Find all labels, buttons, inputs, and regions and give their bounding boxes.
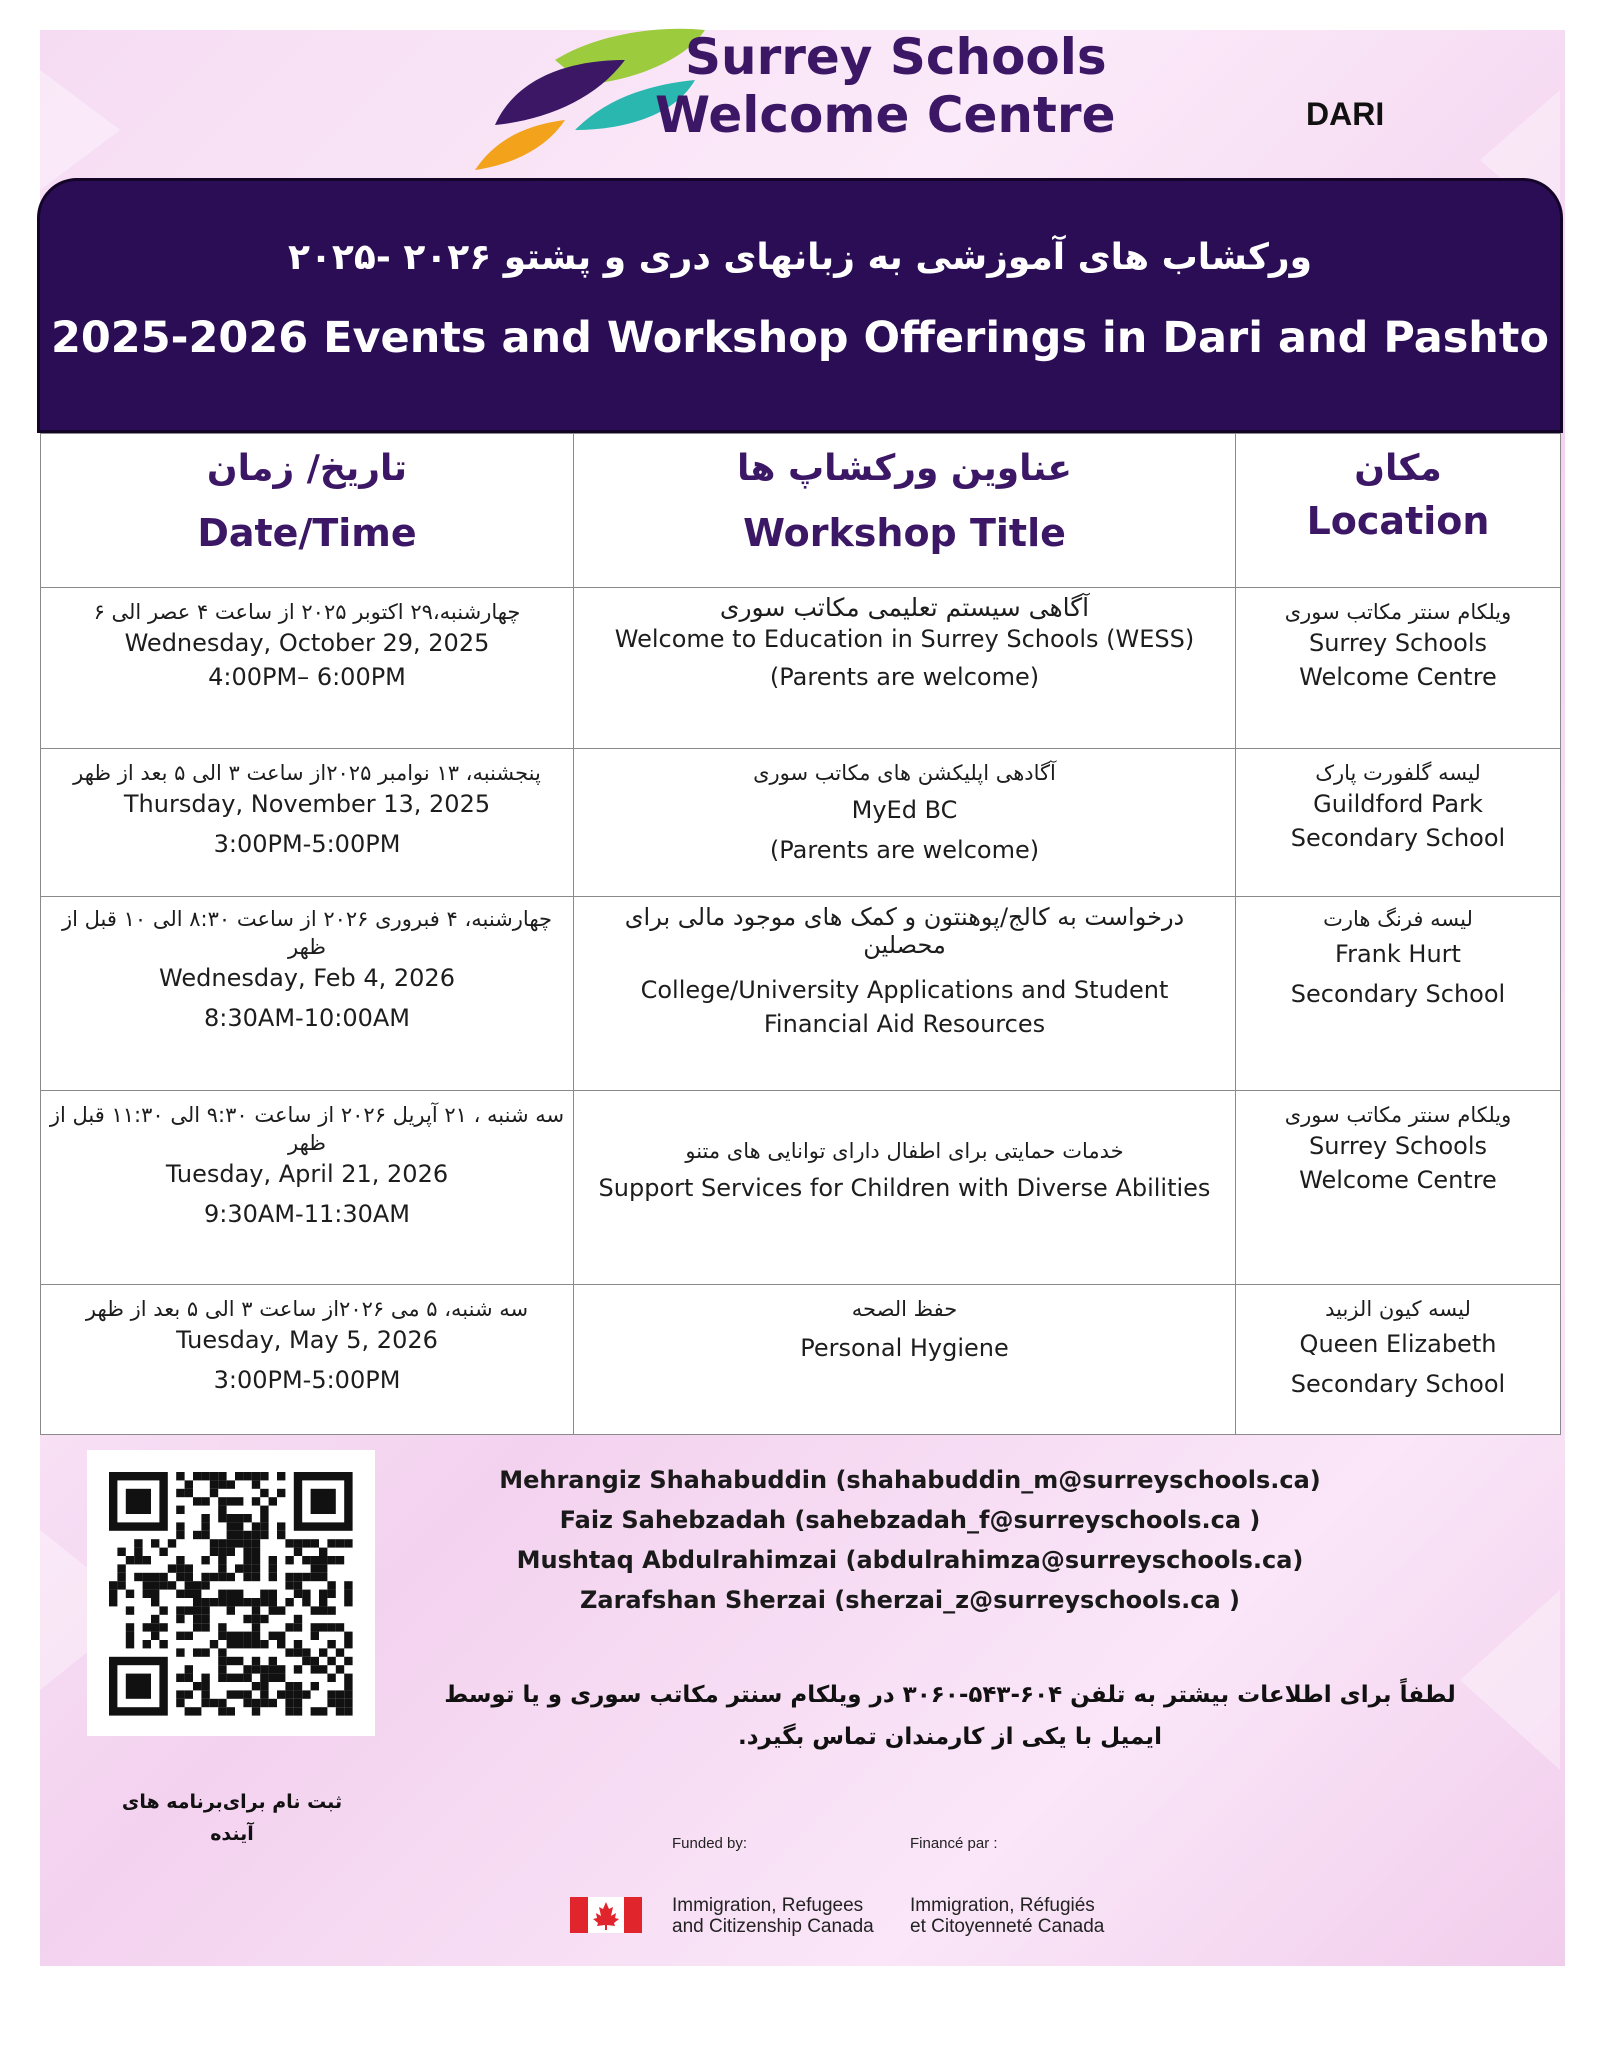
agency-english: Immigration, Refugees and Citizenship Canada xyxy=(672,1895,874,1937)
table-row xyxy=(41,1091,1561,1285)
cell-workshop-title: آگادهی اپلیکشن های مکاتب سوری MyEd BC (Parents are welcome) xyxy=(574,749,1236,897)
decor-triangle xyxy=(1460,1590,1560,1770)
title-dari: ورکشاب های آموزشی به زبانهای دری و پشتو ۲۰۲۶ -۲۰۲۵ xyxy=(287,237,1312,278)
cell-date-time: چهارشنبه،۲۹ اکتوبر ۲۰۲۵ از ساعت ۴ عصر الی ۶ Wednesday, October 29, 2025 4:00PM– 6:00PM xyxy=(41,588,574,749)
cell-location: ویلکام سنتر مکاتب سوری Surrey Schools Welcome Centre xyxy=(1236,588,1561,749)
org-name xyxy=(655,28,1116,144)
finance-par-label: Financé par : xyxy=(910,1835,998,1852)
table-row xyxy=(41,749,1561,897)
qr-code-icon xyxy=(87,1450,375,1736)
cell-date-time: پنجشنبه، ۱۳ نوامبر ۲۰۲۵از ساعت ۳ الی ۵ بعد از ظهر Thursday, November 13, 2025 3:00PM-5:00PM xyxy=(41,749,574,897)
cell-location: ویلکام سنتر مکاتب سوری Surrey Schools Welcome Centre xyxy=(1236,1091,1561,1285)
contact-info-dari: لطفاً برای اطلاعات بیشتر به تلفن ۶۰۴-۵۴۳-۳۰۶۰ در ویلکام سنتر مکاتب سوری و یا توسط ایمیل با یکی از کارمندان تماس بگیرد. xyxy=(444,1682,1456,1750)
org-name-line1: Surrey Schools xyxy=(685,28,1107,86)
contact-item: Mehrangiz Shahabuddin (shahabuddin_m@surreyschools.ca) xyxy=(499,1466,1321,1494)
agency-french: Immigration, Réfugiés et Citoyenneté Canada xyxy=(910,1895,1105,1937)
cell-date-time: سه شنبه، ۵ می ۲۰۲۶از ساعت ۳ الی ۵ بعد از ظهر Tuesday, May 5, 2026 3:00PM-5:00PM xyxy=(41,1285,574,1435)
cell-location: لیسه فرنگ هارت Frank Hurt Secondary School xyxy=(1236,897,1561,1091)
registration-label: ثبت نام برای‌برنامه های آینده xyxy=(121,1791,343,1845)
workshop-schedule-table xyxy=(40,433,1561,1435)
cell-workshop-title: درخواست به کالج/پوهنتون و کمک های موجود مالی برای محصلین College/University Applications and Student Financial Aid Resources xyxy=(574,897,1236,1091)
header-date-time: تاریخ/ زمان Date/Time xyxy=(41,434,574,588)
cell-date-time: سه شنبه ، ۲۱ آپریل ۲۰۲۶ از ساعت ۹:۳۰ الی ۱۱:۳۰ قبل از ظهر Tuesday, April 21, 2026 9:30AM-11:30AM xyxy=(41,1091,574,1285)
contact-item: Faiz Sahebzadah (sahebzadah_f@surreyschools.ca ) xyxy=(559,1506,1261,1534)
cell-date-time: چهارشنبه، ۴ فبروری ۲۰۲۶ از ساعت ۸:۳۰ الی ۱۰ قبل از ظهر Wednesday, Feb 4, 2026 8:30AM-10:00AM xyxy=(41,897,574,1091)
table-row xyxy=(41,897,1561,1091)
table-row xyxy=(41,588,1561,749)
table-header-row xyxy=(41,434,1561,588)
registration-qr-code[interactable] xyxy=(87,1450,375,1736)
cell-workshop-title: آگاهی سیستم تعلیمی مکاتب سوری Welcome to Education in Surrey Schools (WESS) (Parents are welcome) xyxy=(574,588,1236,749)
cell-workshop-title: حفظ الصحه Personal Hygiene xyxy=(574,1285,1236,1435)
contact-list xyxy=(470,1460,1350,1620)
table-row xyxy=(41,1285,1561,1435)
title-english: 2025-2026 Events and Workshop Offerings in Dari and Pashto xyxy=(50,313,1550,363)
decor-triangle xyxy=(40,70,120,190)
cell-location: لیسه گلفورت پارک Guildford Park Secondary School xyxy=(1236,749,1561,897)
canada-flag-icon xyxy=(570,1897,642,1933)
cell-location: لیسه کیون الزبید Queen Elizabeth Secondary School xyxy=(1236,1285,1561,1435)
language-label: DARI xyxy=(1306,96,1385,132)
cell-workshop-title: خدمات حمایتی برای اطفال دارای توانایی های متنو Support Services for Children with Diverse Abilities xyxy=(574,1091,1236,1285)
org-name-line2: Welcome Centre xyxy=(655,86,1116,144)
header-workshop-title: عناوین ورکشاپ ها Workshop Title xyxy=(574,434,1236,588)
contact-item: Zarafshan Sherzai (sherzai_z@surreyschools.ca ) xyxy=(579,1586,1241,1614)
funded-by-label: Funded by: xyxy=(672,1835,748,1852)
title-banner xyxy=(37,178,1563,433)
logo-orange-leaf xyxy=(475,120,565,170)
header-location: مکان Location xyxy=(1236,434,1561,588)
contact-item: Mushtaq Abdulrahimzai (abdulrahimza@surreyschools.ca) xyxy=(516,1546,1304,1574)
